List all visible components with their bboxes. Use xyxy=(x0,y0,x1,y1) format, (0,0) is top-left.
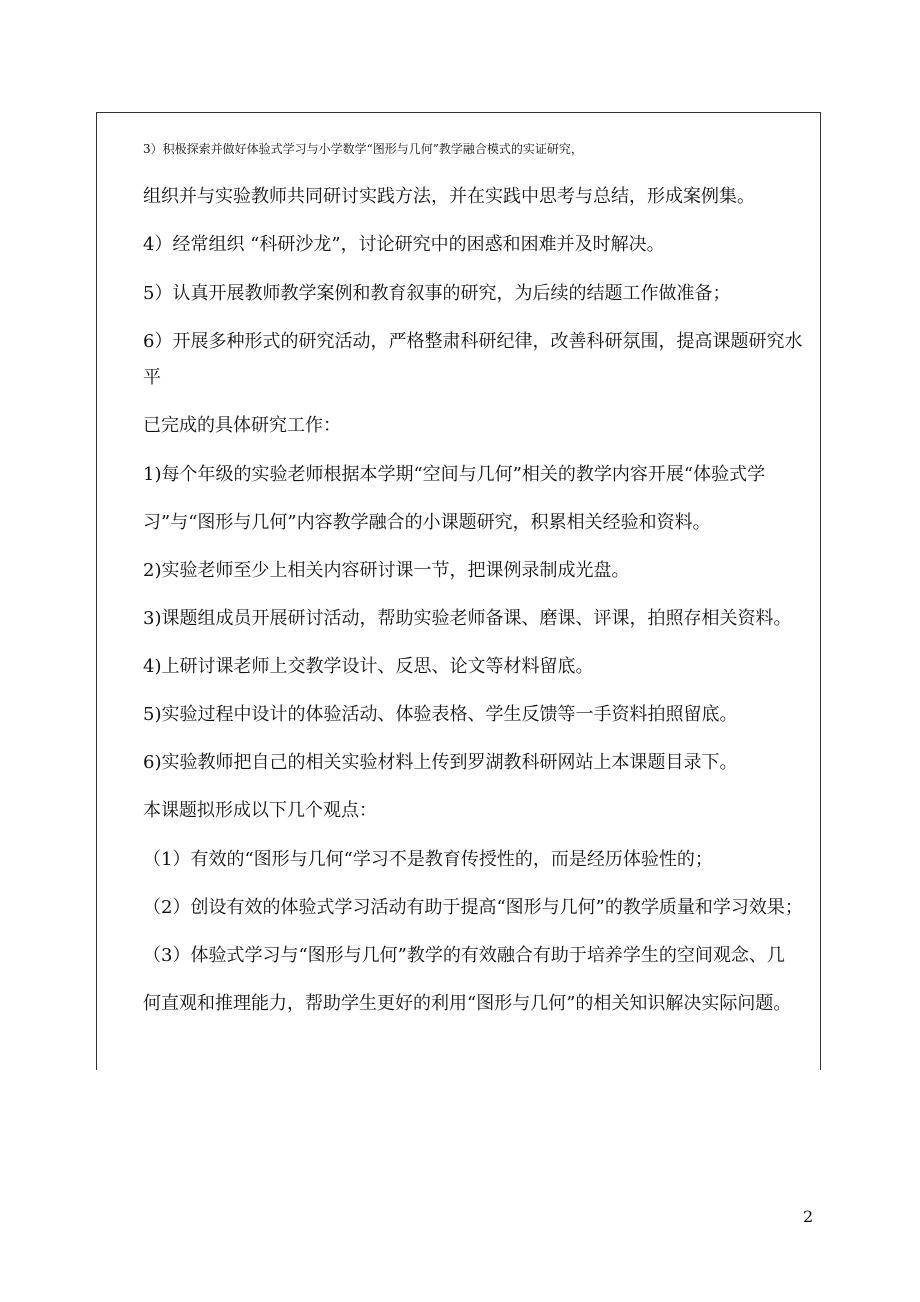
text-line-11: 3)课题组成员开展研讨活动，帮助实验老师备课、磨课、评课，拍照存相关资料。 xyxy=(143,608,792,629)
content-table-cell xyxy=(96,112,821,1070)
text-line-18: （3）体验式学习与“图形与几何”教学的有效融合有助于培养学生的空间观念、几 xyxy=(143,945,785,966)
text-line-15: 本课题拟形成以下几个观点： xyxy=(143,800,377,821)
text-line-9: 习”与“图形与几何”内容教学融合的小课题研究，积累相关经验和资料。 xyxy=(143,512,711,533)
text-line-2: 组织并与实验教师共同研讨实践方法，并在实践中思考与总结，形成案例集。 xyxy=(143,186,755,207)
text-line-1: 3）积极探索并做好体验式学习与小学数学“图形与几何”教学融合模式的实证研究， xyxy=(143,142,583,156)
text-line-4: 5）认真开展教师教学案例和教育叙事的研究，为后续的结题工作做准备； xyxy=(143,283,731,304)
text-line-14: 6)实验教师把自己的相关实验材料上传到罗湖教科研网站上本课题目录下。 xyxy=(143,752,738,773)
text-line-3: 4）经常组织 “科研沙龙”，讨论研究中的困惑和困难并及时解决。 xyxy=(143,234,665,255)
text-line-12: 4)上研讨课老师上交教学设计、反思、论文等材料留底。 xyxy=(143,656,594,677)
text-line-19: 何直观和推理能力，帮助学生更好的利用“图形与几何”的相关知识解决实际问题。 xyxy=(143,993,792,1014)
page-number: 2 xyxy=(803,1207,814,1226)
text-line-8: 1)每个年级的实验老师根据本学期“空间与几何”相关的教学内容开展“体验式学 xyxy=(143,464,766,485)
text-line-16: （1）有效的“图形与几何“学习不是教育传授性的，而是经历体验性的； xyxy=(143,849,713,870)
text-line-13: 5)实验过程中设计的体验活动、体验表格、学生反馈等一手资料拍照留底。 xyxy=(143,704,738,725)
text-line-7: 已完成的具体研究工作： xyxy=(143,415,341,436)
text-line-5: 6）开展多种形式的研究活动，严格整肃科研纪律，改善科研氛围，提高课题研究水 xyxy=(143,331,803,352)
text-line-10: 2)实验老师至少上相关内容研讨课一节，把课例录制成光盘。 xyxy=(143,560,630,581)
text-line-6: 平 xyxy=(143,367,161,388)
text-line-17: （2）创设有效的体验式学习活动有助于提高“图形与几何”的教学质量和学习效果； xyxy=(143,897,803,918)
